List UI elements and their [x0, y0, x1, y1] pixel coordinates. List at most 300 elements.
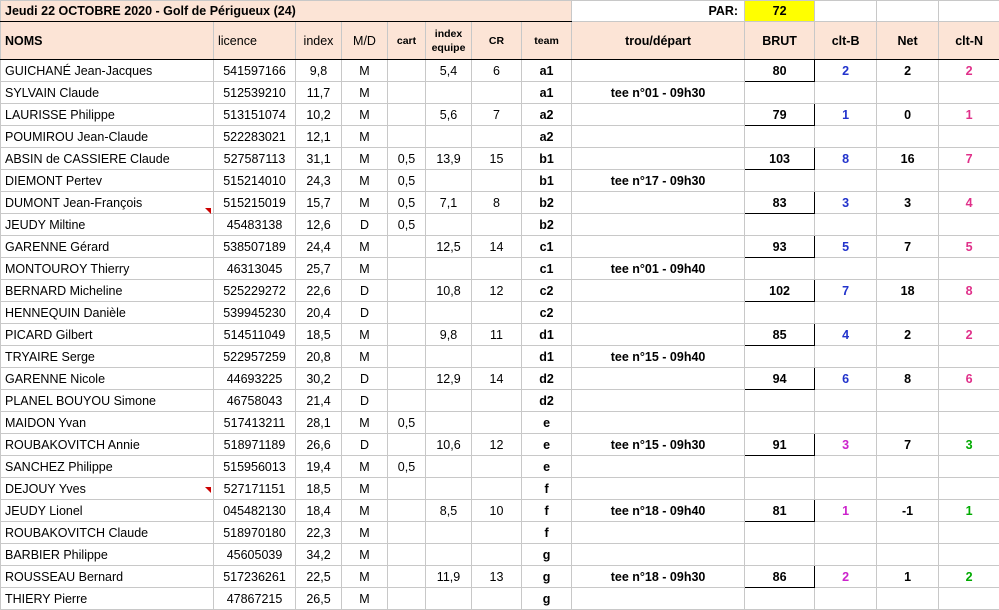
cell-licence[interactable]: 517413211: [214, 412, 296, 434]
cell-index-equipe[interactable]: 9,8: [426, 324, 472, 346]
cell-name[interactable]: THIERY Pierre: [1, 588, 214, 610]
cell-index-equipe[interactable]: [426, 214, 472, 236]
cell-name[interactable]: GARENNE Gérard: [1, 236, 214, 258]
cell-clt-n[interactable]: [939, 456, 999, 478]
cell-tee-depart[interactable]: [572, 522, 745, 544]
cell-licence[interactable]: 515956013: [214, 456, 296, 478]
cell-name[interactable]: POUMIROU Jean-Claude: [1, 126, 214, 148]
cell-brut[interactable]: [745, 544, 815, 566]
cell-net[interactable]: [877, 522, 939, 544]
cell-clt-b[interactable]: 1: [815, 104, 877, 126]
header-index-equipe[interactable]: [426, 22, 472, 60]
cell-licence[interactable]: 517236261: [214, 566, 296, 588]
cell-clt-n[interactable]: [939, 346, 999, 368]
cell-licence[interactable]: 512539210: [214, 82, 296, 104]
cell-team[interactable]: e: [522, 412, 572, 434]
cell-tee-depart[interactable]: [572, 412, 745, 434]
cell-licence[interactable]: 527587113: [214, 148, 296, 170]
cell-index-equipe[interactable]: [426, 346, 472, 368]
header-md[interactable]: M/D: [342, 22, 388, 60]
cell-clt-n[interactable]: 2: [939, 566, 999, 588]
cell-tee-depart[interactable]: [572, 236, 745, 258]
cell-clt-n[interactable]: [939, 214, 999, 236]
cell-net[interactable]: [877, 478, 939, 500]
cell-team[interactable]: d2: [522, 368, 572, 390]
cell-index-equipe[interactable]: [426, 390, 472, 412]
cell-md[interactable]: M: [342, 126, 388, 148]
cell-index-equipe[interactable]: [426, 412, 472, 434]
comment-indicator-icon[interactable]: [205, 208, 211, 214]
cell-name[interactable]: DEJOUY Yves: [1, 478, 214, 500]
cell-md[interactable]: M: [342, 82, 388, 104]
header-cr[interactable]: CR: [472, 22, 522, 60]
header-brut[interactable]: BRUT: [745, 22, 815, 60]
cell-licence[interactable]: 539945230: [214, 302, 296, 324]
cell-net[interactable]: [877, 302, 939, 324]
cell-team[interactable]: b1: [522, 170, 572, 192]
cell-clt-n[interactable]: [939, 544, 999, 566]
cell-cr[interactable]: [472, 588, 522, 610]
cell-licence[interactable]: 541597166: [214, 60, 296, 82]
cell-net[interactable]: 7: [877, 236, 939, 258]
cell-tee-depart[interactable]: tee n°15 - 09h30: [572, 434, 745, 456]
cell-clt-b[interactable]: 7: [815, 280, 877, 302]
cell-index[interactable]: 24,4: [296, 236, 342, 258]
cell-index[interactable]: 25,7: [296, 258, 342, 280]
cell-tee-depart[interactable]: [572, 104, 745, 126]
cell-index-equipe[interactable]: [426, 82, 472, 104]
cell-name[interactable]: JEUDY Lionel: [1, 500, 214, 522]
cell-index[interactable]: 12,6: [296, 214, 342, 236]
cell-licence[interactable]: 538507189: [214, 236, 296, 258]
cell-index[interactable]: 10,2: [296, 104, 342, 126]
cell-clt-b[interactable]: 2: [815, 566, 877, 588]
header-noms[interactable]: NOMS: [1, 22, 214, 60]
cell-tee-depart[interactable]: [572, 456, 745, 478]
cell-tee-depart[interactable]: [572, 478, 745, 500]
cell-team[interactable]: g: [522, 566, 572, 588]
cell-clt-b[interactable]: [815, 522, 877, 544]
cell-md[interactable]: M: [342, 456, 388, 478]
cell-brut[interactable]: [745, 258, 815, 280]
cell-brut[interactable]: 103: [745, 148, 815, 170]
cell-index[interactable]: 30,2: [296, 368, 342, 390]
cell-clt-b[interactable]: 2: [815, 60, 877, 82]
cell-md[interactable]: D: [342, 368, 388, 390]
cell-md[interactable]: M: [342, 236, 388, 258]
cell-licence[interactable]: 525229272: [214, 280, 296, 302]
cell-index-equipe[interactable]: [426, 170, 472, 192]
cell-name[interactable]: TRYAIRE Serge: [1, 346, 214, 368]
cell-brut[interactable]: [745, 302, 815, 324]
cell-name[interactable]: MONTOUROY Thierry: [1, 258, 214, 280]
cell-clt-b[interactable]: [815, 346, 877, 368]
cell-team[interactable]: d1: [522, 346, 572, 368]
cell-brut[interactable]: [745, 522, 815, 544]
cell-name[interactable]: LAURISSE Philippe: [1, 104, 214, 126]
cell-net[interactable]: [877, 346, 939, 368]
cell-md[interactable]: M: [342, 104, 388, 126]
cell-net[interactable]: [877, 412, 939, 434]
cell-brut[interactable]: [745, 346, 815, 368]
cell-net[interactable]: [877, 390, 939, 412]
cell-md[interactable]: D: [342, 434, 388, 456]
cell-licence[interactable]: 522957259: [214, 346, 296, 368]
cell-cart[interactable]: [388, 60, 426, 82]
cell-clt-n[interactable]: [939, 302, 999, 324]
cell-index[interactable]: 9,8: [296, 60, 342, 82]
cell-index-equipe[interactable]: [426, 588, 472, 610]
cell-cart[interactable]: [388, 258, 426, 280]
cell-licence[interactable]: 44693225: [214, 368, 296, 390]
cell-licence[interactable]: 527171151: [214, 478, 296, 500]
cell-clt-b[interactable]: [815, 412, 877, 434]
cell-brut[interactable]: [745, 170, 815, 192]
cell-name[interactable]: BERNARD Micheline: [1, 280, 214, 302]
cell-name[interactable]: HENNEQUIN Danièle: [1, 302, 214, 324]
cell-tee-depart[interactable]: [572, 588, 745, 610]
par-label[interactable]: PAR:: [572, 1, 745, 22]
cell-name[interactable]: GUICHANÉ Jean-Jacques: [1, 60, 214, 82]
cell-cart[interactable]: [388, 434, 426, 456]
cell-clt-b[interactable]: 3: [815, 192, 877, 214]
cell-cart[interactable]: [388, 500, 426, 522]
cell-index-equipe[interactable]: [426, 544, 472, 566]
cell-clt-b[interactable]: [815, 302, 877, 324]
cell-licence[interactable]: 45483138: [214, 214, 296, 236]
cell-clt-n[interactable]: [939, 478, 999, 500]
cell-team[interactable]: c2: [522, 302, 572, 324]
cell-licence[interactable]: 518971189: [214, 434, 296, 456]
cell-brut[interactable]: 94: [745, 368, 815, 390]
cell-licence[interactable]: 513151074: [214, 104, 296, 126]
cell-brut[interactable]: [745, 390, 815, 412]
cell-tee-depart[interactable]: tee n°17 - 09h30: [572, 170, 745, 192]
cell-index[interactable]: 20,4: [296, 302, 342, 324]
cell-cr[interactable]: [472, 126, 522, 148]
cell-tee-depart[interactable]: [572, 544, 745, 566]
cell-team[interactable]: f: [522, 522, 572, 544]
cell-brut[interactable]: 91: [745, 434, 815, 456]
cell-brut[interactable]: 80: [745, 60, 815, 82]
cell-index[interactable]: 22,6: [296, 280, 342, 302]
cell-brut[interactable]: 85: [745, 324, 815, 346]
cell-tee-depart[interactable]: [572, 60, 745, 82]
cell-index-equipe[interactable]: 7,1: [426, 192, 472, 214]
cell-licence[interactable]: 45605039: [214, 544, 296, 566]
cell-index-equipe[interactable]: 10,6: [426, 434, 472, 456]
cell-cart[interactable]: [388, 324, 426, 346]
cell-cart[interactable]: [388, 566, 426, 588]
cell-name[interactable]: ABSIN de CASSIERE Claude: [1, 148, 214, 170]
cell-cart[interactable]: 0,5: [388, 412, 426, 434]
cell-clt-n[interactable]: 2: [939, 324, 999, 346]
cell-md[interactable]: M: [342, 324, 388, 346]
header-net[interactable]: Net: [877, 22, 939, 60]
cell-cr[interactable]: [472, 390, 522, 412]
cell-net[interactable]: 0: [877, 104, 939, 126]
cell-clt-n[interactable]: 4: [939, 192, 999, 214]
cell-tee-depart[interactable]: [572, 148, 745, 170]
cell-name[interactable]: ROUBAKOVITCH Annie: [1, 434, 214, 456]
cell-index-equipe[interactable]: [426, 258, 472, 280]
cell-clt-b[interactable]: 1: [815, 500, 877, 522]
cell-index-equipe[interactable]: 13,9: [426, 148, 472, 170]
cell-index-equipe[interactable]: 10,8: [426, 280, 472, 302]
cell-brut[interactable]: 79: [745, 104, 815, 126]
cell-index-equipe[interactable]: 11,9: [426, 566, 472, 588]
cell-name[interactable]: PLANEL BOUYOU Simone: [1, 390, 214, 412]
cell-index-equipe[interactable]: 8,5: [426, 500, 472, 522]
cell-tee-depart[interactable]: [572, 390, 745, 412]
cell-index[interactable]: 26,6: [296, 434, 342, 456]
cell-cr[interactable]: [472, 522, 522, 544]
cell-clt-b[interactable]: 4: [815, 324, 877, 346]
cell-cart[interactable]: 0,5: [388, 148, 426, 170]
cell-clt-b[interactable]: [815, 588, 877, 610]
cell-cr[interactable]: 8: [472, 192, 522, 214]
cell-tee-depart[interactable]: [572, 324, 745, 346]
cell-net[interactable]: 3: [877, 192, 939, 214]
header-cart[interactable]: cart: [388, 22, 426, 60]
cell-team[interactable]: b2: [522, 214, 572, 236]
header-licence[interactable]: licence: [214, 22, 296, 60]
cell-md[interactable]: D: [342, 302, 388, 324]
cell-cart[interactable]: [388, 82, 426, 104]
cell-md[interactable]: M: [342, 544, 388, 566]
cell-net[interactable]: 2: [877, 60, 939, 82]
cell-index[interactable]: 26,5: [296, 588, 342, 610]
cell-clt-b[interactable]: 5: [815, 236, 877, 258]
cell-index[interactable]: 18,4: [296, 500, 342, 522]
cell-clt-b[interactable]: [815, 170, 877, 192]
cell-md[interactable]: D: [342, 214, 388, 236]
cell-clt-b[interactable]: [815, 214, 877, 236]
cell-tee-depart[interactable]: [572, 302, 745, 324]
cell-md[interactable]: M: [342, 192, 388, 214]
cell-net[interactable]: 7: [877, 434, 939, 456]
cell-tee-depart[interactable]: tee n°18 - 09h40: [572, 500, 745, 522]
cell-name[interactable]: SANCHEZ Philippe: [1, 456, 214, 478]
cell-index-equipe[interactable]: [426, 126, 472, 148]
cell-clt-n[interactable]: [939, 170, 999, 192]
cell-md[interactable]: M: [342, 60, 388, 82]
cell-md[interactable]: M: [342, 346, 388, 368]
cell-name[interactable]: ROUSSEAU Bernard: [1, 566, 214, 588]
cell-team[interactable]: b1: [522, 148, 572, 170]
cell-net[interactable]: [877, 588, 939, 610]
cell-name[interactable]: ROUBAKOVITCH Claude: [1, 522, 214, 544]
cell-index[interactable]: 19,4: [296, 456, 342, 478]
cell-clt-n[interactable]: 3: [939, 434, 999, 456]
cell-net[interactable]: [877, 126, 939, 148]
cell-net[interactable]: [877, 170, 939, 192]
cell-name[interactable]: SYLVAIN Claude: [1, 82, 214, 104]
cell-team[interactable]: a2: [522, 104, 572, 126]
cell-clt-n[interactable]: 1: [939, 104, 999, 126]
cell-team[interactable]: g: [522, 588, 572, 610]
cell-licence[interactable]: 46758043: [214, 390, 296, 412]
empty-cell[interactable]: [815, 1, 877, 22]
cell-index[interactable]: 18,5: [296, 478, 342, 500]
cell-cart[interactable]: [388, 478, 426, 500]
cell-clt-n[interactable]: 7: [939, 148, 999, 170]
header-clt-b[interactable]: clt-B: [815, 22, 877, 60]
cell-clt-n[interactable]: [939, 82, 999, 104]
header-trou-depart[interactable]: trou/départ: [572, 22, 745, 60]
cell-cr[interactable]: 12: [472, 434, 522, 456]
cell-index-equipe[interactable]: [426, 456, 472, 478]
cell-net[interactable]: [877, 82, 939, 104]
cell-clt-n[interactable]: 5: [939, 236, 999, 258]
page-title[interactable]: Jeudi 22 OCTOBRE 2020 - Golf de Périgueux (24): [1, 1, 572, 22]
cell-cr[interactable]: 14: [472, 236, 522, 258]
cell-team[interactable]: f: [522, 500, 572, 522]
cell-cr[interactable]: 10: [472, 500, 522, 522]
cell-clt-n[interactable]: [939, 390, 999, 412]
cell-index[interactable]: 24,3: [296, 170, 342, 192]
cell-clt-b[interactable]: [815, 258, 877, 280]
cell-cart[interactable]: [388, 390, 426, 412]
header-team[interactable]: team: [522, 22, 572, 60]
cell-md[interactable]: D: [342, 280, 388, 302]
cell-cr[interactable]: [472, 456, 522, 478]
cell-index[interactable]: 18,5: [296, 324, 342, 346]
cell-cr[interactable]: [472, 544, 522, 566]
cell-index-equipe[interactable]: 12,5: [426, 236, 472, 258]
cell-clt-n[interactable]: [939, 126, 999, 148]
cell-clt-n[interactable]: [939, 522, 999, 544]
cell-clt-n[interactable]: [939, 412, 999, 434]
cell-md[interactable]: M: [342, 500, 388, 522]
cell-index-equipe[interactable]: [426, 478, 472, 500]
cell-cr[interactable]: 12: [472, 280, 522, 302]
cell-cart[interactable]: [388, 126, 426, 148]
cell-md[interactable]: D: [342, 390, 388, 412]
cell-brut[interactable]: 102: [745, 280, 815, 302]
cell-team[interactable]: d1: [522, 324, 572, 346]
header-clt-n[interactable]: clt-N: [939, 22, 999, 60]
cell-team[interactable]: a1: [522, 82, 572, 104]
cell-net[interactable]: [877, 214, 939, 236]
cell-cr[interactable]: [472, 170, 522, 192]
cell-team[interactable]: a1: [522, 60, 572, 82]
cell-index-equipe[interactable]: 5,6: [426, 104, 472, 126]
cell-licence[interactable]: 514511049: [214, 324, 296, 346]
par-value[interactable]: 72: [745, 1, 815, 22]
cell-cr[interactable]: [472, 412, 522, 434]
cell-net[interactable]: 1: [877, 566, 939, 588]
cell-tee-depart[interactable]: tee n°01 - 09h40: [572, 258, 745, 280]
cell-clt-b[interactable]: [815, 478, 877, 500]
cell-md[interactable]: M: [342, 170, 388, 192]
cell-cart[interactable]: [388, 104, 426, 126]
cell-clt-b[interactable]: [815, 456, 877, 478]
cell-cart[interactable]: 0,5: [388, 456, 426, 478]
cell-cr[interactable]: [472, 478, 522, 500]
cell-cr[interactable]: [472, 214, 522, 236]
cell-licence[interactable]: 518970180: [214, 522, 296, 544]
comment-indicator-icon[interactable]: [205, 487, 211, 493]
cell-index[interactable]: 31,1: [296, 148, 342, 170]
cell-brut[interactable]: [745, 412, 815, 434]
cell-brut[interactable]: [745, 126, 815, 148]
cell-net[interactable]: [877, 544, 939, 566]
cell-cr[interactable]: [472, 258, 522, 280]
cell-index[interactable]: 22,5: [296, 566, 342, 588]
cell-cart[interactable]: [388, 544, 426, 566]
header-index[interactable]: index: [296, 22, 342, 60]
cell-cr[interactable]: [472, 82, 522, 104]
cell-brut[interactable]: [745, 456, 815, 478]
cell-clt-b[interactable]: 3: [815, 434, 877, 456]
cell-brut[interactable]: 83: [745, 192, 815, 214]
cell-licence[interactable]: 045482130: [214, 500, 296, 522]
cell-brut[interactable]: [745, 478, 815, 500]
cell-clt-n[interactable]: [939, 588, 999, 610]
cell-index[interactable]: 20,8: [296, 346, 342, 368]
cell-md[interactable]: M: [342, 522, 388, 544]
cell-cr[interactable]: [472, 346, 522, 368]
cell-cr[interactable]: [472, 302, 522, 324]
cell-clt-b[interactable]: [815, 126, 877, 148]
cell-name[interactable]: BARBIER Philippe: [1, 544, 214, 566]
cell-md[interactable]: M: [342, 148, 388, 170]
cell-team[interactable]: a2: [522, 126, 572, 148]
cell-net[interactable]: 16: [877, 148, 939, 170]
cell-index[interactable]: 34,2: [296, 544, 342, 566]
cell-cart[interactable]: 0,5: [388, 170, 426, 192]
cell-cart[interactable]: 0,5: [388, 192, 426, 214]
cell-brut[interactable]: 93: [745, 236, 815, 258]
cell-clt-b[interactable]: 8: [815, 148, 877, 170]
cell-net[interactable]: 2: [877, 324, 939, 346]
cell-index[interactable]: 11,7: [296, 82, 342, 104]
cell-md[interactable]: M: [342, 412, 388, 434]
cell-tee-depart[interactable]: [572, 192, 745, 214]
cell-index[interactable]: 28,1: [296, 412, 342, 434]
cell-clt-n[interactable]: [939, 258, 999, 280]
cell-index-equipe[interactable]: 12,9: [426, 368, 472, 390]
cell-team[interactable]: b2: [522, 192, 572, 214]
cell-clt-n[interactable]: 2: [939, 60, 999, 82]
cell-index[interactable]: 22,3: [296, 522, 342, 544]
cell-net[interactable]: 18: [877, 280, 939, 302]
cell-name[interactable]: MAIDON Yvan: [1, 412, 214, 434]
cell-md[interactable]: M: [342, 478, 388, 500]
cell-licence[interactable]: 515214010: [214, 170, 296, 192]
cell-cr[interactable]: 11: [472, 324, 522, 346]
cell-net[interactable]: 8: [877, 368, 939, 390]
cell-cr[interactable]: 14: [472, 368, 522, 390]
cell-index[interactable]: 12,1: [296, 126, 342, 148]
cell-licence[interactable]: 47867215: [214, 588, 296, 610]
cell-md[interactable]: M: [342, 258, 388, 280]
empty-cell[interactable]: [877, 1, 939, 22]
cell-clt-b[interactable]: [815, 390, 877, 412]
cell-md[interactable]: M: [342, 566, 388, 588]
cell-brut[interactable]: 86: [745, 566, 815, 588]
cell-tee-depart[interactable]: [572, 280, 745, 302]
cell-team[interactable]: c2: [522, 280, 572, 302]
cell-tee-depart[interactable]: [572, 214, 745, 236]
cell-name[interactable]: GARENNE Nicole: [1, 368, 214, 390]
empty-cell[interactable]: [939, 1, 999, 22]
cell-cr[interactable]: 13: [472, 566, 522, 588]
cell-team[interactable]: e: [522, 434, 572, 456]
cell-cart[interactable]: [388, 522, 426, 544]
cell-tee-depart[interactable]: [572, 126, 745, 148]
